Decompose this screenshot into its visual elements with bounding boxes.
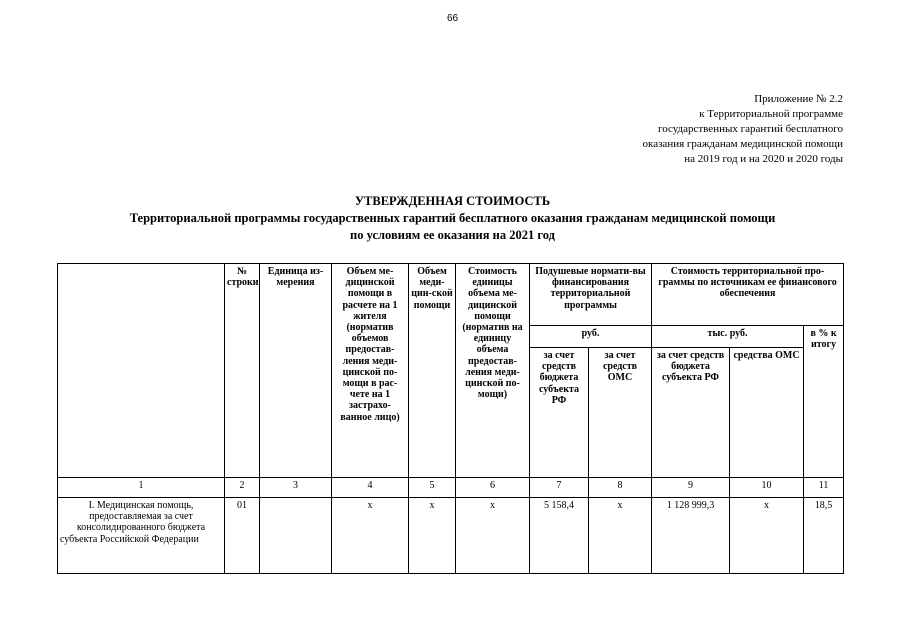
header-thousand-rub: тыс. руб. xyxy=(652,326,804,348)
cost-table xyxy=(57,263,844,574)
header-row-number: № строки xyxy=(225,264,260,478)
column-number: 4 xyxy=(332,478,409,498)
row-label: I. Медицинская помощь, предоставляемая за счет консолидированного бюджета субъекта Российской Федерации xyxy=(58,498,225,574)
row-percent: 18,5 xyxy=(804,498,844,574)
header-unit: Единица из-мерения xyxy=(260,264,332,478)
column-number: 6 xyxy=(456,478,530,498)
row-number: 01 xyxy=(225,498,260,574)
appendix-line: государственных гарантий бесплатного xyxy=(657,123,843,135)
header-per-capita-budget: за счет средств бюджета субъекта РФ xyxy=(530,348,589,478)
row-cost-oms: х xyxy=(730,498,804,574)
row-unit xyxy=(260,498,332,574)
heading-subtitle: Территориальной программы государственных гарантий бесплатного оказания гражданам медицинской помощи xyxy=(129,211,776,225)
document-heading xyxy=(0,193,905,244)
column-number: 1 xyxy=(58,478,225,498)
column-number: 3 xyxy=(260,478,332,498)
appendix-line: оказания гражданам медицинской помощи xyxy=(642,138,843,150)
appendix-note xyxy=(643,92,843,167)
header-empty-cell xyxy=(58,264,225,478)
column-number: 10 xyxy=(730,478,804,498)
appendix-line: на 2019 год и на 2020 и 2020 годы xyxy=(684,153,843,165)
heading-subtitle-2: по условиям ее оказания на 2021 год xyxy=(350,228,555,242)
appendix-line: Приложение № 2.2 xyxy=(754,93,843,105)
table-row xyxy=(58,498,844,574)
row-unit-cost: х xyxy=(456,498,530,574)
header-volume: Объем меди-цин-ской помощи xyxy=(409,264,456,478)
header-per-capita-oms: за счет средств ОМС xyxy=(589,348,652,478)
header-cost-oms: средства ОМС xyxy=(730,348,804,478)
row-per-capita-oms: х xyxy=(589,498,652,574)
header-cost-budget: за счет средств бюджета субъекта РФ xyxy=(652,348,730,478)
column-number: 9 xyxy=(652,478,730,498)
header-unit-cost: Стоимость единицы объема ме-дицинской помощи (норматив на единицу объема предостав-ления меди-цинской по-мощи) xyxy=(456,264,530,478)
appendix-line: к Территориальной программе xyxy=(699,108,843,120)
header-percent-total: в % к итогу xyxy=(804,326,844,478)
header-cost-group: Стоимость территориальной про-граммы по источникам ее финансового обеспечения xyxy=(652,264,844,326)
column-number: 8 xyxy=(589,478,652,498)
column-number: 2 xyxy=(225,478,260,498)
column-number-row xyxy=(58,478,844,498)
column-number: 5 xyxy=(409,478,456,498)
header-rub: руб. xyxy=(530,326,652,348)
row-cost-budget: 1 128 999,3 xyxy=(652,498,730,574)
page-number: 66 xyxy=(446,13,459,24)
row-per-capita-budget: 5 158,4 xyxy=(530,498,589,574)
row-volume: х xyxy=(409,498,456,574)
heading-title: УТВЕРЖДЕННАЯ СТОИМОСТЬ xyxy=(354,194,551,208)
header-volume-per-resident: Объем ме-дицинской помощи в расчете на 1 жителя (норматив объемов предостав-ления меди-цинской по-мощи в рас-чете на 1 застрахо-ванное лицо) xyxy=(332,264,409,478)
row-volume-per-resident: х xyxy=(332,498,409,574)
header-per-capita-group: Подушевые нормати-вы финансирования территориальной программы xyxy=(530,264,652,326)
column-number: 11 xyxy=(804,478,844,498)
column-number: 7 xyxy=(530,478,589,498)
